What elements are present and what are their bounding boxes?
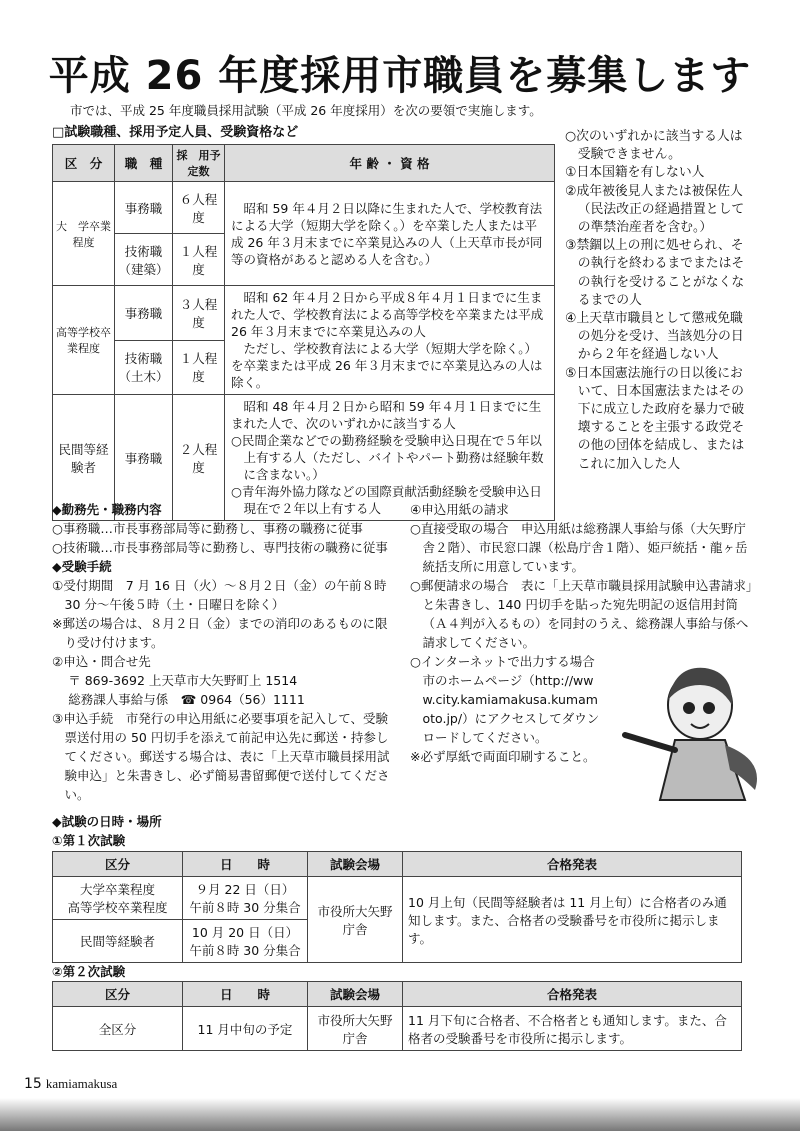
reception-period: ①受付期間 7 月 16 日（火）～８月２日（金）の午前８時 30 分～午後５時（土・日曜日を除く）: [52, 578, 387, 612]
schedule-category: [53, 877, 183, 920]
procedure-heading: ◆受験手続: [52, 559, 112, 574]
schedule-result: 11 月下旬に合格者、不合格者とも通知します。また、合格者の受験番号を市役所に掲示します。: [403, 1007, 742, 1051]
section-heading-qualifications: □試験職種、採用予定人員、受験資格など: [52, 125, 299, 140]
form-internet-heading: ○インターネットで出力する場合: [410, 654, 595, 669]
disqualification-item: ①日本国籍を有しない人: [565, 165, 705, 181]
disqualification-item: ④上天草市職員として懲戒免職の処分を受け、当該処分の日から２年を経過しない人: [565, 311, 744, 363]
form-request-heading: ④申込用紙の請求: [410, 502, 509, 517]
schedule-venue: 市役所大矢野庁舎: [308, 1007, 403, 1051]
application-method: ③申込手続 市発行の申込用紙に必要事項を記入して、受験票送付用の 50 円切手を添えて前記申込先に郵送・持参してください。郵送する場合は、表に「上天草市職員採用試験申込」と朱書きし、必ず簡易書留郵便で送付してください。: [52, 711, 390, 802]
table-header-requirement: 年 齢 ・ 資 格: [225, 145, 555, 182]
schedule-date-line: 10 月 20 日（日）: [191, 925, 299, 940]
contact-department: 総務課人事給与係 ☎ 0964（56）1111: [68, 692, 305, 707]
qualification-table: [52, 144, 555, 521]
disqualification-lead: ○次のいずれかに該当する人は受験できません。: [565, 129, 743, 163]
schedule-result: 10 月上旬（民間等経験者は 11 月上旬）に合格者のみ通知します。また、合格者の受験番号を市役所に掲示します。: [403, 877, 742, 963]
contact-heading: ②申込・問合せ先: [52, 654, 151, 669]
count-cell: １人程度: [173, 340, 225, 395]
category-highschool: 高等学校卒業程度: [53, 286, 115, 395]
count-cell: ６人程度: [173, 182, 225, 234]
schedule-category-line: 大学卒業程度: [79, 882, 155, 897]
mascot-illustration: [605, 660, 775, 810]
count-cell: １人程度: [173, 234, 225, 286]
requirement-highschool: [225, 286, 555, 395]
page-footer: [24, 1076, 117, 1092]
form-note: ※必ず厚紙で両面印刷すること。: [410, 749, 596, 764]
contact-address: 〒 869-3692 上天草市大矢野町上 1514: [68, 673, 298, 688]
job-cell: 技術職（建築）: [115, 234, 173, 286]
category-university: 大 学卒業程度: [53, 182, 115, 286]
schedule-header: 区分: [53, 852, 183, 877]
intro-text: 市では、平成 25 年度職員採用試験（平成 26 年度採用）を次の要領で実施します。: [70, 103, 542, 118]
job-cell: 事務職: [115, 286, 173, 341]
schedule-date-line: 午前８時 30 分集合: [189, 900, 301, 915]
count-cell: ２人程度: [173, 395, 225, 521]
schedule-header: 区分: [53, 982, 183, 1007]
work-heading: ◆勤務先・職務内容: [52, 502, 162, 517]
requirement-university: 昭和 59 年４月２日以降に生まれた人で、学校教育法による大学（短期大学を除く。）を卒業した人または平成 26 年３月末までに卒業見込みの人（上天草市長が同等の資格があると認める人を含む。）: [225, 182, 555, 286]
schedule-header: 日 時: [183, 982, 308, 1007]
count-cell: ３人程度: [173, 286, 225, 341]
job-cell: 事務職: [115, 182, 173, 234]
job-cell: 技術職（土木）: [115, 340, 173, 395]
schedule-category: 民間等経験者: [53, 920, 183, 963]
disqualification-item: ②成年被後見人または被保佐人（民法改正の経過措置としての準禁治産者を含む。）: [565, 183, 745, 236]
magazine-name: kamiamakusa: [45, 1076, 118, 1091]
schedule-category: 全区分: [53, 1007, 183, 1051]
table-header-category: 区 分: [53, 145, 115, 182]
procedure-column: [52, 500, 397, 804]
schedule-header: 試験会場: [308, 982, 403, 1007]
form-post: ○郵便請求の場合 表に「上天草市職員採用試験申込書請求」と朱書きし、140 円切手を貼った宛先明記の返信用封筒（Ａ４判が入るもの）を同封のうえ、総務課人事給与係へ請求してください。: [410, 578, 753, 650]
page-title: 平成 26 年度採用市職員を募集します: [48, 53, 752, 99]
schedule-header: 合格発表: [403, 852, 742, 877]
schedule-header: 試験会場: [308, 852, 403, 877]
schedule-heading-block: [52, 812, 162, 850]
schedule-date: [183, 920, 308, 963]
table-header-job: 職 種: [115, 145, 173, 182]
first-exam-heading: ①第１次試験: [52, 833, 126, 848]
schedule-date: [183, 877, 308, 920]
table-header-count: 採 用予定数: [173, 145, 225, 182]
requirement-highschool-main: 昭和 62 年４月２日から平成８年４月１日までに生まれた人で、学校教育法による高等学校を卒業または平成 26 年３月末までに卒業見込みの人: [231, 290, 544, 339]
schedule-date: 11 月中旬の予定: [183, 1007, 308, 1051]
schedule-date-line: ９月 22 日（日）: [195, 882, 295, 897]
requirement-experienced-main: 昭和 48 年４月２日から昭和 59 年４月１日までに生まれた人で、次のいずれかに該当する人: [231, 399, 542, 431]
schedule-venue: 市役所大矢野庁舎: [308, 877, 403, 963]
work-item: ○事務職…市長事務部局等に勤務し、事務の職務に従事: [52, 521, 363, 536]
mail-note: ※郵送の場合は、８月２日（金）までの消印のあるものに限り受け付けます。: [52, 616, 388, 650]
second-exam-table: [52, 981, 742, 1051]
requirement-experienced-item: ○青年海外協力隊などの国際貢献活動経験を受験申込日現在で２年以上有する人: [231, 484, 542, 516]
disqualification-list: [565, 128, 755, 474]
page-number: 15: [24, 1076, 42, 1092]
schedule-header: 日 時: [183, 852, 308, 877]
schedule-header: 合格発表: [403, 982, 742, 1007]
first-exam-table: [52, 851, 742, 963]
disqualification-item: ⑤日本国憲法施行の日以後において、日本国憲法またはその下に成立した政府を暴力で破壊することを主張する政党その他の団体を結成し、またはこれに加入した人: [565, 365, 745, 472]
schedule-date-line: 午前８時 30 分集合: [189, 943, 301, 958]
form-internet-body: 市のホームページ（http://www.city.kamiamakusa.kumamoto.jp/）にアクセスしてダウンロードしてください。: [422, 673, 600, 745]
second-exam-heading: ②第２次試験: [52, 964, 126, 979]
requirement-experienced-item: ○民間企業などでの勤務経験を受験申込日現在で５年以上有する人（ただし、バイトやパート勤務は経験年数に含まない。）: [231, 433, 544, 482]
footer-band: [0, 1098, 800, 1131]
disqualification-item: ③禁錮以上の刑に処せられ、その執行を終わるまでまたはその執行を受けることがなくなるまでの人: [565, 238, 745, 308]
job-cell: 事務職: [115, 395, 173, 521]
form-direct: ○直接受取の場合 申込用紙は総務課人事給与係（大矢野庁舎２階）、市民窓口課（松島庁舎１階）、姫戸統括・龍ヶ岳統括支所に用意しています。: [410, 521, 748, 574]
requirement-highschool-exception: ただし、学校教育法による大学（短期大学を除く。）を卒業または平成 26 年３月末までに卒業見込みの人は除く。: [231, 341, 543, 390]
category-experienced: 民間等経験者: [53, 395, 115, 521]
work-item: ○技術職…市長事務部局等に勤務し、専門技術の職務に従事: [52, 540, 388, 555]
schedule-category-line: 高等学校卒業程度: [67, 900, 168, 915]
schedule-heading: ◆試験の日時・場所: [52, 814, 162, 829]
